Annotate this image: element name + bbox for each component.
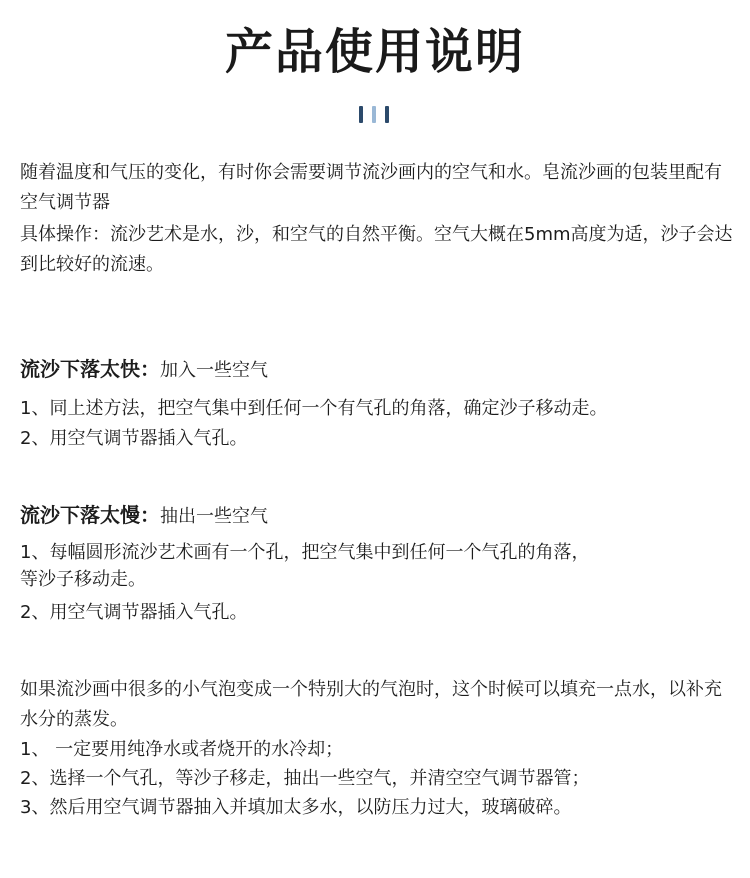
section-heading-note: 抽出一些空气	[160, 506, 268, 527]
bubble-intro: 如果流沙画中很多的小气泡变成一个特别大的气泡时，这个时候可以填充一点水，以补充水分的蒸发。	[20, 679, 722, 730]
step-item: 2、选择一个气孔，等沙子移走，抽出一些空气，并清空空气调节器管；	[20, 768, 590, 789]
intro-paragraph: 随着温度和气压的变化，有时你会需要调节流沙画内的空气和水。皂流沙画的包装里配有空气调节器	[20, 162, 722, 213]
section-heading-note: 加入一些空气	[160, 360, 268, 381]
step-item: 2、用空气调节器插入气孔。	[20, 428, 248, 449]
section-heading	[20, 354, 736, 386]
section-heading	[20, 500, 736, 532]
step-list	[20, 394, 736, 454]
intro-paragraph: 具体操作：流沙艺术是水，沙，和空气的自然平衡。空气大概在5mm高度为适，沙子会达到比较好的流速。	[20, 224, 733, 275]
step-item: 1、每幅圆形流沙艺术画有一个孔，把空气集中到任何一个气孔的角落，	[20, 542, 590, 563]
step-item: 1、 一定要用纯净水或者烧开的水冷却；	[20, 739, 344, 760]
step-item: 等沙子移动走。	[20, 569, 146, 590]
step-list	[20, 539, 736, 626]
intro-section	[20, 158, 736, 280]
decoration-bar	[385, 106, 389, 123]
step-item: 1、同上述方法，把空气集中到任何一个有气孔的角落，确定沙子移动走。	[20, 398, 608, 419]
section-heading-title: 流沙下落太慢：	[20, 503, 160, 527]
fast-section	[20, 354, 736, 454]
section-heading-title: 流沙下落太快：	[20, 357, 160, 381]
step-item: 2、用空气调节器插入气孔。	[20, 602, 248, 623]
decoration-bar	[359, 106, 363, 123]
step-item: 3、然后用空气调节器抽入并填加太多水，以防压力过大，玻璃破碎。	[20, 797, 572, 818]
slow-section	[20, 500, 736, 626]
decoration-bar	[372, 106, 376, 123]
title-decoration	[359, 106, 393, 124]
page-title: 产品使用说明	[224, 24, 525, 80]
step-list	[20, 735, 736, 822]
instructions-body	[20, 158, 736, 818]
bubble-section	[20, 675, 736, 822]
